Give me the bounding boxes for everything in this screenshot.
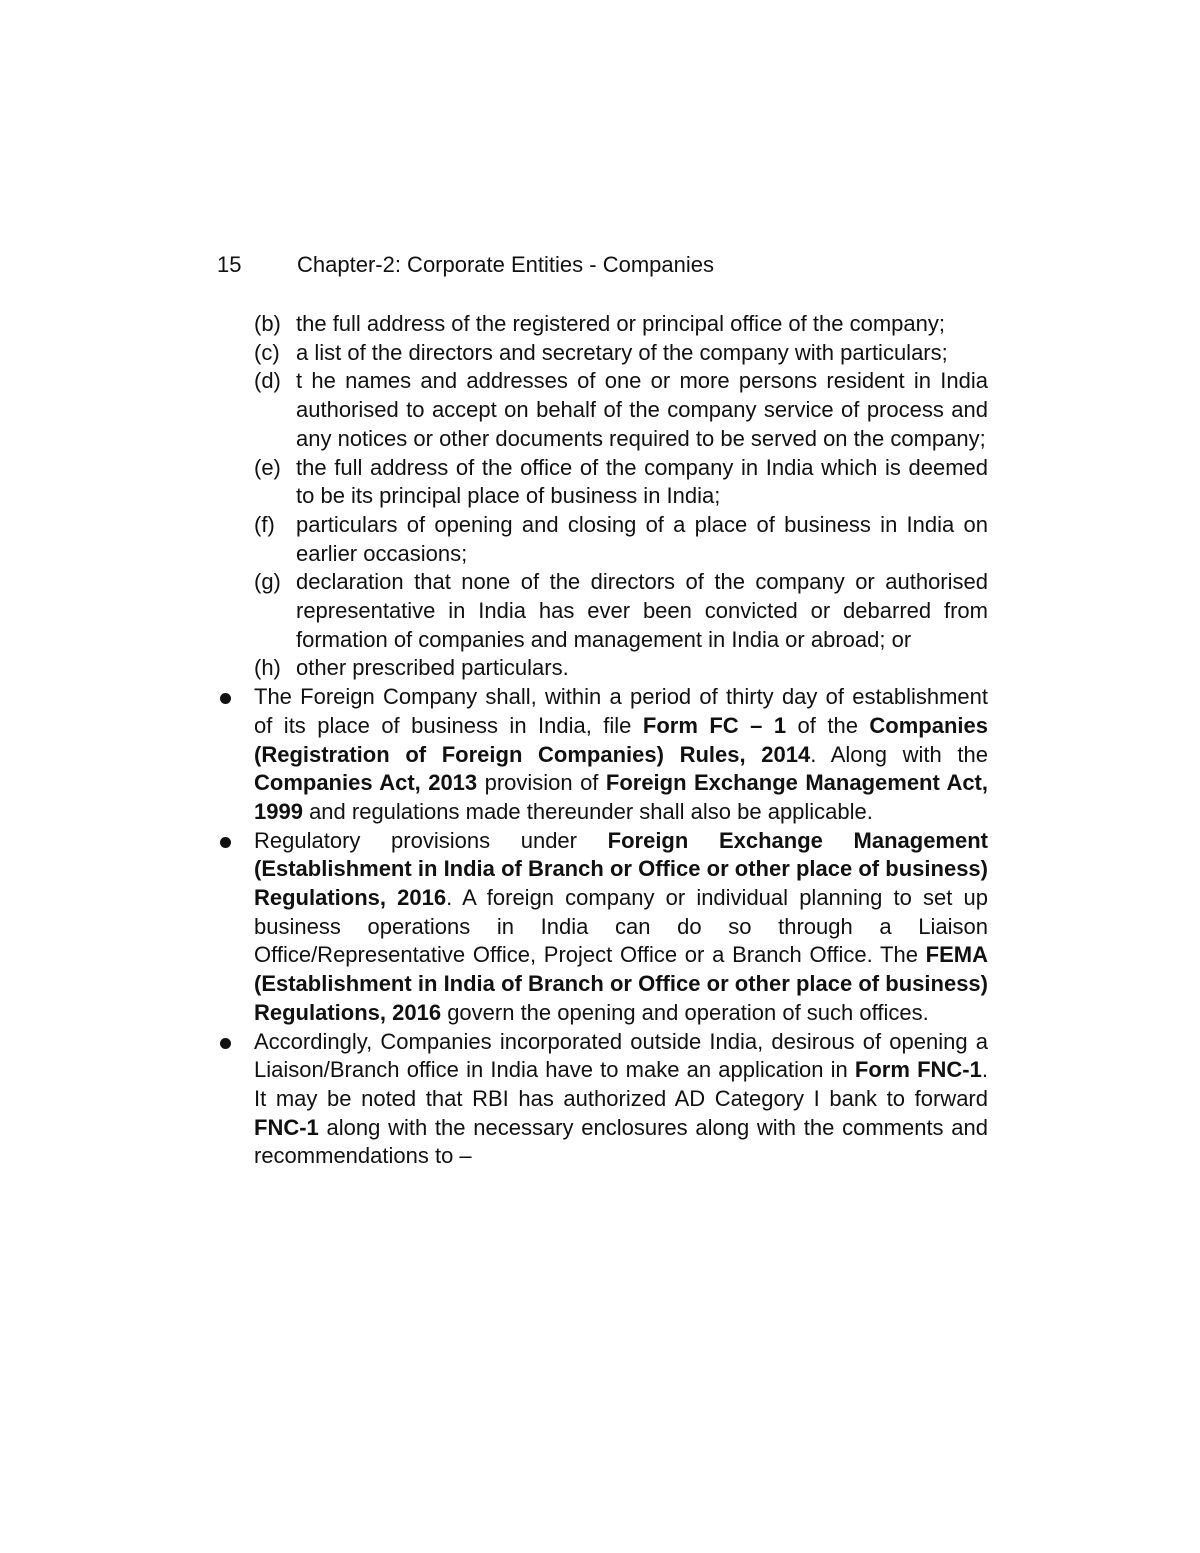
bold-term: FEMA (Establishment in India of Branch or Office or other place of business) Regulations, 2016 [254,942,988,1025]
list-item-label: (f) [254,511,275,537]
bullet-paragraph [217,1028,988,1172]
bullet-icon [220,693,231,704]
bold-term: Companies Act, 2013 [254,770,478,796]
chapter-title: Chapter-2: Corporate Entities - Companies [297,252,714,277]
bold-term: Companies (Registration of Foreign Companies) Rules, 2014 [254,712,988,767]
list-item [217,454,988,511]
text-run: . It may be noted that RBI has authorized AD Category I bank to forward [254,1057,988,1111]
bullet-paragraph [217,683,988,827]
list-item-label: (c) [254,339,280,365]
list-item [217,654,988,683]
list-item-text: the full address of the registered or principal office of the company; [296,311,945,336]
text-run: of the [786,712,870,738]
list-item-text: t he names and addresses of one or more persons resident in India authorised to accept on behalf of the company service of process and any notices or other documents required to be served on the company; [296,368,988,451]
list-item [217,568,988,654]
text-run: . A foreign company or individual planning to set up business operations in India can do so through a Liaison Office/Representative Office, Project Office or a Branch Office. The [254,885,988,968]
list-item-label: (h) [254,655,281,681]
list-item-label: (e) [254,454,281,480]
list-item [217,339,988,368]
page-body [217,310,988,1171]
list-item [217,511,988,568]
bold-term: Form FC – 1 [642,712,787,738]
text-run: govern the opening and operation of such offices. [441,999,929,1025]
text-run: provision of [477,770,606,796]
bold-term: FNC-1 [254,1114,319,1140]
list-item [217,310,988,339]
list-item-text: a list of the directors and secretary of the company with particulars; [296,339,948,365]
text-run: along with the necessary enclosures along with the comments and recommendations to – [254,1114,988,1169]
list-item-text: declaration that none of the directors of the company or authorised representative in India has ever been convicted or debarred from formation of companies and management in India or abroad; or [296,569,988,652]
list-item-text: other prescribed particulars. [296,655,569,681]
text-run: . Along with the [810,741,988,767]
page-number: 15 [217,252,242,277]
text-run: The Foreign Company shall, within a period of thirty day of establishment of its place of business in India, file [254,684,988,738]
bold-term: Form FNC-1 [854,1057,982,1083]
bold-term: Foreign Exchange Management Act, 1999 [254,770,988,824]
list-item [217,367,988,453]
bold-term: Foreign Exchange Management (Establishment in India of Branch or Office or other place of business) Regulations, 2016 [254,827,988,911]
text-run: Accordingly, Companies incorporated outside India, desirous of opening a Liaison/Branch office in India have to make an application in [254,1028,988,1083]
list-item-text: particulars of opening and closing of a place of business in India on earlier occasions; [296,511,988,566]
bullet-icon [220,1038,231,1049]
bullet-paragraph [217,827,988,1028]
text-run: and regulations made thereunder shall also be applicable. [302,798,873,824]
list-item-label: (g) [254,569,281,595]
list-item-label: (d) [254,368,281,394]
list-item-label: (b) [254,311,281,336]
bullet-icon [220,837,231,848]
text-run: Regulatory provisions under [254,827,608,853]
list-item-text: the full address of the office of the company in India which is deemed to be its principal place of business in India; [296,454,988,509]
